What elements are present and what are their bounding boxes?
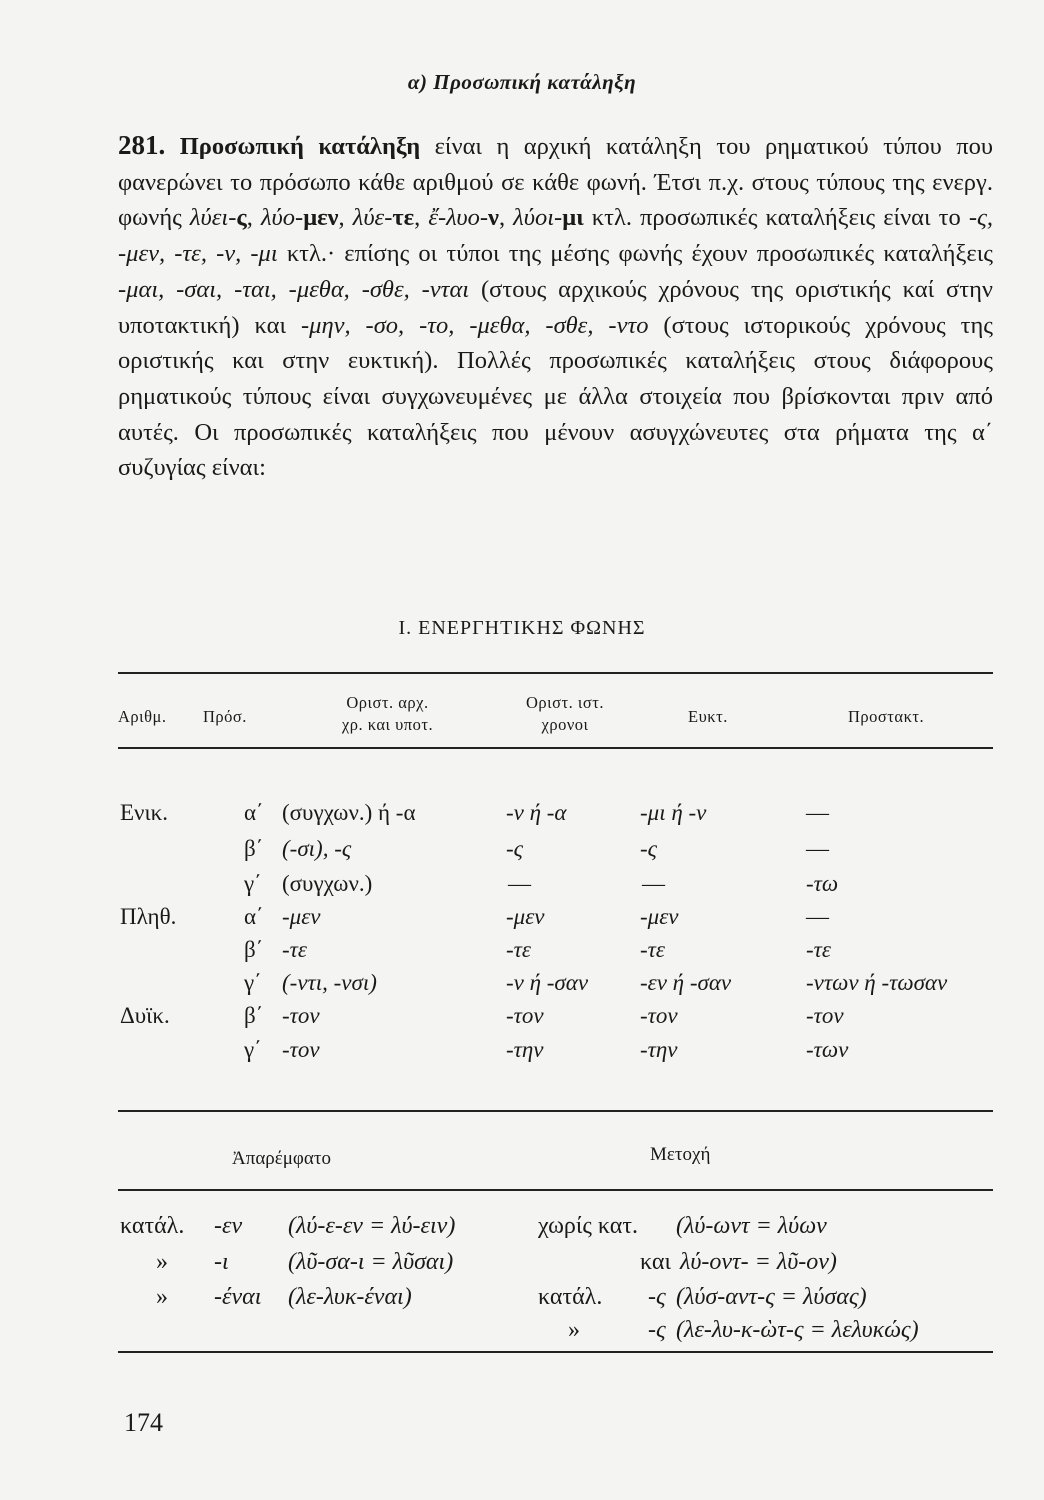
table-title: I. ΕΝΕΡΓΗΤΙΚΗΣ ΦΩΝΗΣ	[398, 617, 646, 639]
endings-list: -μαι, -σαι, -ται, -μεθα, -σθε, -νται	[118, 275, 470, 303]
part-example: (λε-λυ-κ-ὼτ-ς = λελυκώς)	[676, 1317, 919, 1343]
part-conj: »	[568, 1317, 580, 1343]
cell-optative: -ς	[640, 836, 657, 861]
inf-example: (λῦ-σα-ι = λῦσαι)	[288, 1249, 454, 1275]
example-ending: τε	[392, 204, 415, 232]
part-conj: κατάλ.	[538, 1284, 603, 1310]
header-historic-line2: χρονοι	[541, 715, 589, 734]
cell-imperative: -των	[806, 1037, 849, 1062]
inf-label: »	[156, 1284, 168, 1310]
part-example: λύ-οντ- = λῦ-ον)	[680, 1249, 837, 1275]
part-conj: και	[640, 1249, 671, 1275]
participle-header: Μετοχή	[650, 1144, 711, 1165]
inf-ending: -εν	[214, 1213, 243, 1239]
paragraph-term: Προσωπική κατάληξη	[179, 133, 421, 160]
cell-optative: —	[642, 871, 665, 896]
part-example: (λύ-ωντ = λύων	[676, 1213, 827, 1239]
example-ending: μεν	[303, 204, 339, 232]
cell-imperative: —	[806, 800, 829, 825]
inf-ending: -έναι	[214, 1284, 262, 1310]
cell-primary: -τον	[282, 1003, 320, 1028]
cell-number: Δυϊκ.	[120, 1003, 170, 1028]
cell-primary: -τον	[282, 1037, 320, 1062]
header-person: Πρόσ.	[203, 707, 247, 726]
part-ending: -ς	[648, 1317, 666, 1343]
cell-primary: (συγχων.) ή -α	[282, 800, 416, 825]
cell-imperative: -τω	[806, 871, 839, 896]
header-primary-line2: χρ. και υποτ.	[341, 715, 434, 734]
page-number: 174	[124, 1408, 163, 1437]
part-conj: χωρίς κατ.	[538, 1213, 638, 1239]
cell-primary: (-σι), -ς	[282, 836, 352, 861]
cell-person: γ΄	[244, 970, 262, 995]
cell-historic: -τον	[506, 1003, 544, 1028]
cell-person: β΄	[244, 836, 264, 861]
part-ending: -ς	[648, 1284, 666, 1310]
header-primary-line1: Οριστ. αρχ.	[346, 693, 429, 712]
table-bottom-rule	[118, 1110, 993, 1112]
infinitive-bottom-rule	[118, 1351, 993, 1353]
cell-person: α΄	[244, 904, 264, 929]
table-header-rule	[118, 747, 993, 749]
endings-list: -ς, -μεν, -τε, -ν, -μι	[118, 204, 994, 268]
example-form: λύε-	[352, 204, 393, 232]
endings-list: -μην, -σο, -το, -μεθα, -σθε, -ντο	[300, 311, 649, 339]
table-top-rule	[118, 672, 993, 674]
example-form: ἔ-λυο-	[428, 204, 488, 232]
cell-historic: -ν ή -α	[506, 800, 567, 825]
cell-historic: -μεν	[506, 904, 545, 929]
cell-person: β΄	[244, 937, 264, 962]
inf-ending: -ι	[214, 1249, 229, 1275]
cell-primary: -τε	[282, 937, 307, 962]
cell-person: β΄	[244, 1003, 264, 1028]
paragraph-text: κτλ. προσωπικές καταλήξεις είναι το	[583, 204, 969, 232]
cell-optative: -τον	[640, 1003, 678, 1028]
example-form: λύει-	[189, 204, 237, 232]
cell-optative: -μεν	[640, 904, 679, 929]
inf-label: »	[156, 1249, 168, 1275]
cell-primary: (συγχων.)	[282, 871, 373, 896]
paragraph-text: (στους ιστορικούς χρόνους της οριστικής και στην ευκτική). Πολλές προσωπικές καταλήξεις στους διάφορους ρηματικούς τύπους είναι συγχωνευμένες με άλλα στοιχεία που βρίσκονται πριν από αυτές. Οι προσωπικές καταλήξεις που μένουν ασυγχώνευτες στα ρήματα της α΄ συζυγίας είναι:	[118, 311, 994, 482]
cell-imperative: -τον	[806, 1003, 844, 1028]
example-form: λύοι-	[513, 204, 563, 232]
example-ending: μι	[562, 204, 584, 232]
paragraph-number: 281.	[118, 130, 166, 160]
infinitive-header: Ἀπαρέμφατο	[232, 1148, 331, 1169]
header-historic	[490, 692, 640, 736]
cell-person: α΄	[244, 800, 264, 825]
cell-imperative: —	[806, 836, 829, 861]
cell-historic: -ν ή -σαν	[506, 970, 589, 995]
paragraph-text: κτλ.· επίσης οι τύποι της μέσης φωνής έχουν προσωπικές καταλήξεις	[277, 240, 993, 268]
cell-imperative: -τε	[806, 937, 831, 962]
header-number: Αριθμ.	[118, 707, 167, 726]
example-ending: ν	[488, 204, 499, 232]
infinitive-header-rule	[118, 1189, 993, 1191]
cell-optative: -την	[640, 1037, 678, 1062]
cell-imperative: —	[806, 904, 829, 929]
cell-number: Ενικ.	[120, 800, 168, 825]
cell-optative: -τε	[640, 937, 665, 962]
header-primary	[300, 692, 475, 736]
section-title: α) Προσωπική κατάληξη	[407, 70, 637, 94]
paragraph-281: 281. Προσωπική κατάληξη είναι η αρχική κατάληξη του ρηματικού τύπου που φανερώνει το πρόσωπο κάθε αριθμού σε κάθε φωνή. Έτσι π.χ. στους τύπους της ενεργ. φωνής λύει-ς, λύο-μεν, λύε-τε, ἔ-λυο-ν, λύοι-μι κτλ. προσωπικές καταλήξεις είναι το -ς, -μεν, -τε, -ν, -μι κτλ.· επίσης οι τύποι της μέσης φωνής έχουν προσωπικές καταλήξεις -μαι, -σαι, -ται, -μεθα, -σθε, -νται (στους αρχικούς χρόνους της οριστικής καί στην υποτακτική) και -μην, -σο, -το, -μεθα, -σθε, -ντο (στους ιστορικούς χρόνους της οριστικής και στην ευκτική). Πολλές προσωπικές καταλήξεις στους διάφορους ρηματικούς τύπους είναι συγχωνευμένες με άλλα στοιχεία που βρίσκονται πριν από αυτές. Οι προσωπικές καταλήξεις που μένουν ασυγχώνευτες στα ρήματα της α΄ συζυγίας είναι:	[118, 130, 994, 482]
cell-number: Πληθ.	[120, 904, 177, 929]
cell-historic: -ς	[506, 836, 523, 861]
example-form: λύο-	[260, 204, 304, 232]
cell-person: γ΄	[244, 871, 262, 896]
cell-historic: -τε	[506, 937, 531, 962]
cell-primary: -μεν	[282, 904, 321, 929]
paragraph-text: είναι η αρχική κατάληξη του ρηματικού τύπου που φανερώνει το πρόσωπο κάθε αριθμού σε κάθε φωνή. Έτσι π.χ. στους τύπους της ενεργ. φωνής	[118, 133, 994, 232]
cell-historic: -την	[506, 1037, 544, 1062]
inf-example: (λύ-ε-εν = λύ-ειν)	[288, 1213, 456, 1239]
example-ending: ς	[236, 204, 247, 232]
cell-imperative: -ντων ή -τωσαν	[806, 970, 948, 995]
cell-historic: —	[508, 871, 531, 896]
inf-label: κατάλ.	[120, 1213, 185, 1239]
header-historic-line1: Οριστ. ιστ.	[526, 693, 604, 712]
header-imperative: Προστακτ.	[848, 707, 925, 726]
cell-primary: (-ντι, -νσι)	[282, 970, 377, 995]
cell-optative: -εν ή -σαν	[640, 970, 732, 995]
part-example: (λύσ-αντ-ς = λύσας)	[676, 1284, 867, 1310]
header-optative: Ευκτ.	[688, 707, 728, 726]
paragraph-text: (στους αρχικούς χρόνους της οριστικής καί στην υποτακτική) και	[118, 275, 993, 339]
cell-optative: -μι ή -ν	[640, 800, 707, 825]
inf-example: (λε-λυκ-έναι)	[288, 1284, 412, 1310]
cell-person: γ΄	[244, 1037, 262, 1062]
